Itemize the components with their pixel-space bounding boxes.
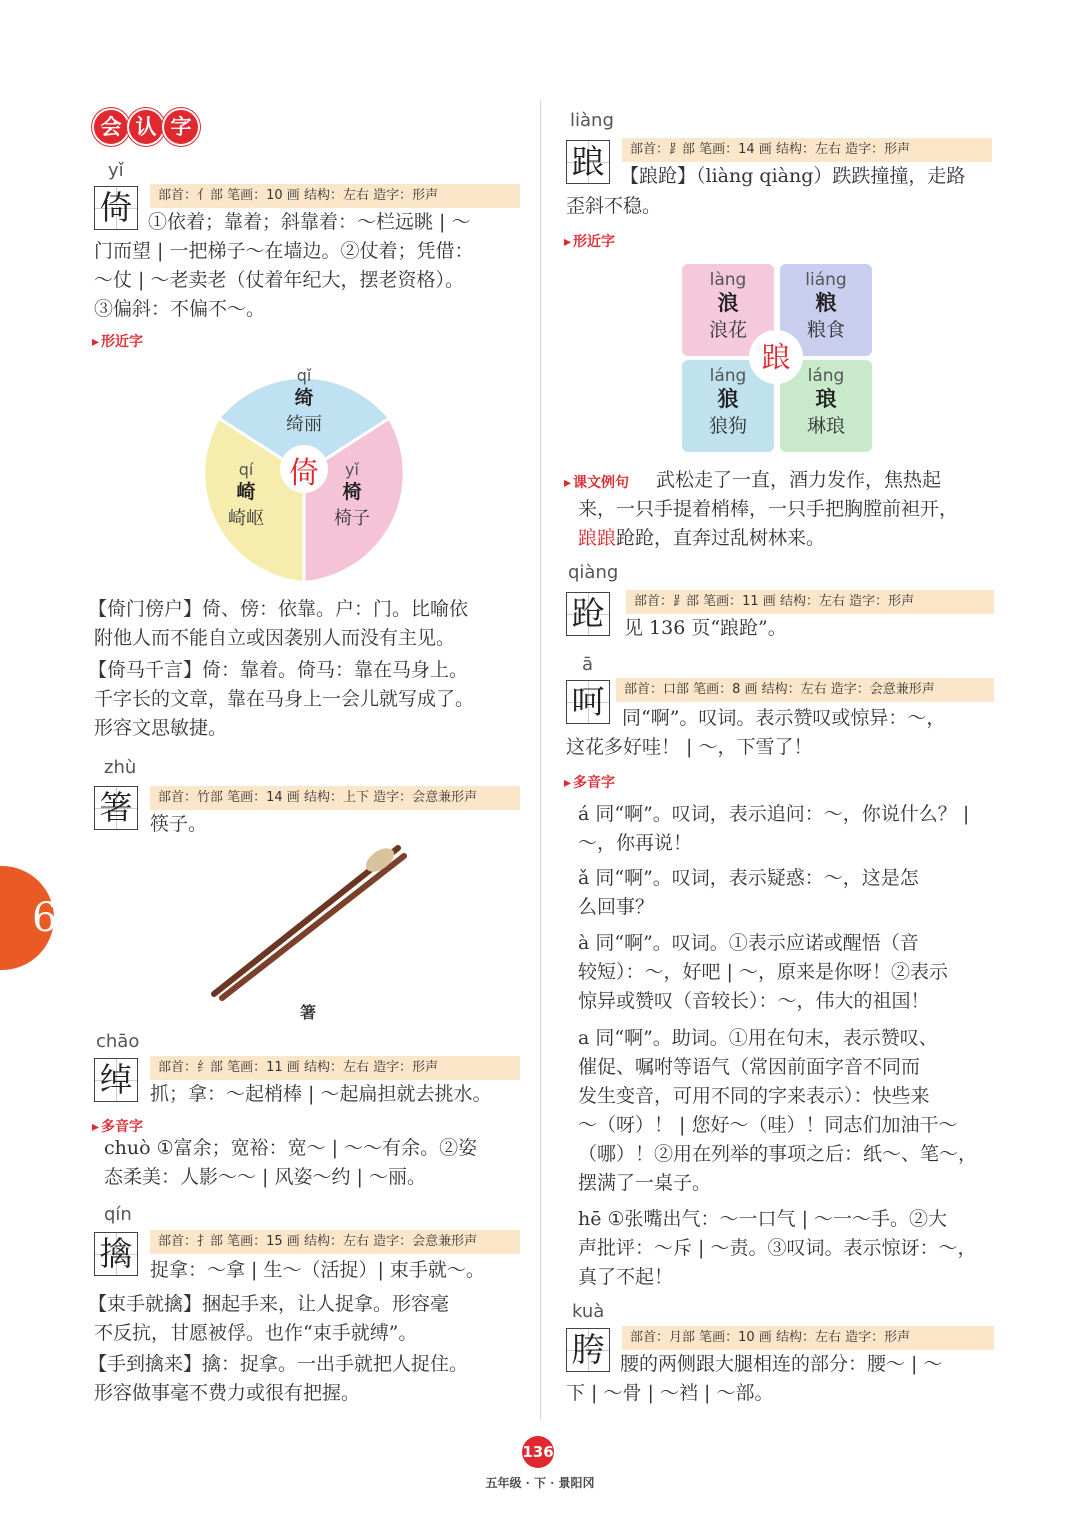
- char-meta: 部首：亻部 笔画：10 画 结构：左右 造字：形声: [150, 184, 520, 208]
- polyphone-line: ǎ 同“啊”。叹词，表示疑惑：～，这是怎: [578, 867, 919, 889]
- example-line: [578, 524, 992, 553]
- char-pinyin: chāo: [96, 1031, 140, 1052]
- definition-line: ～仗 | ～老卖老（仗着年纪大，摆老资格）。: [94, 269, 464, 291]
- footer-text: 五年级 · 下 · 景阳冈: [485, 1476, 595, 1490]
- char-box: 擒: [94, 1232, 138, 1276]
- idiom-line: 【倚马千言】倚：靠着。倚马：靠在马身上。: [88, 659, 469, 681]
- polyphone-line: à 同“啊”。叹词。①表示应诺或醒悟（音: [578, 932, 919, 954]
- definition-line: 这花多好哇！ | ～，下雪了！: [566, 736, 813, 758]
- polyphone-line: á 同“啊”。叹词，表示追问：～，你说什么？ |: [578, 803, 970, 825]
- idiom-line: 【倚门傍户】倚、傍：依靠。户：门。比喻依: [88, 598, 469, 620]
- idiom-line: 不反抗，甘愿被俘。也作“束手就缚”。: [94, 1322, 418, 1344]
- char-meta: 部首：月部 笔画：10 画 结构：左右 造字：形声: [622, 1326, 994, 1350]
- grid-item: liáng 粮 粮食: [780, 264, 872, 356]
- polyphone-line: ～（呀）！ | 您好～（哇）！同志们加油干～: [578, 1114, 958, 1136]
- char-pinyin: kuà: [572, 1301, 605, 1322]
- example-line: 武松走了一直，酒力发作，焦热起: [656, 469, 942, 491]
- example-highlight: 踉踉: [578, 527, 617, 549]
- grid-center-char: 踉: [749, 330, 803, 384]
- polyphone-line: chuò ①富余；宽裕：宽～ | ～～有余。②姿: [104, 1137, 478, 1159]
- char-meta: 部首：竹部 笔画：14 画 结构：上下 造字：会意兼形声: [150, 786, 520, 810]
- definition-line: 抓；拿：～起梢棒 | ～起扁担就去挑水。: [150, 1083, 492, 1105]
- definition-line: 门而望 | 一把梯子～在墙边。②仗着；凭借：: [94, 240, 474, 262]
- char-meta: 部首：⻊部 笔画：14 画 结构：左右 造字：形声: [622, 138, 992, 162]
- section-title-char: 认: [127, 108, 165, 146]
- chopsticks-image: [200, 838, 420, 1002]
- polyphone-line: 惊异或赞叹（音较长）：～，伟大的祖国！: [578, 990, 930, 1012]
- polyphone-line: 态柔美：人影～～ | 风姿～约 | ～丽。: [104, 1166, 426, 1188]
- char-pinyin: yǐ: [108, 160, 124, 181]
- polyphone-line: 摆满了一桌子。: [578, 1172, 712, 1194]
- polyphone-line: ～，你再说！: [578, 832, 693, 854]
- polyphone-line: 么回事？: [578, 896, 655, 918]
- example-rest: 跄跄，直奔过乱树林来。: [616, 527, 826, 549]
- grid-item: làng 浪 浪花: [682, 264, 774, 356]
- polyphone-line: 真了不起！: [578, 1266, 674, 1288]
- polyphone-line: 声批评：～斥 | ～责。③叹词。表示惊讶：～，: [578, 1237, 977, 1259]
- definition-line: 同“啊”。叹词。表示赞叹或惊异：～，: [622, 707, 946, 729]
- definition-line: ①依着；靠着；斜靠着：～栏远眺 | ～: [148, 211, 471, 233]
- grid-item: láng 琅 琳琅: [780, 360, 872, 452]
- section-title: [92, 108, 197, 146]
- page-number: 136: [522, 1436, 554, 1468]
- char-pinyin: qín: [104, 1204, 132, 1225]
- definition-line: 腰的两侧跟大腿相连的部分：腰～ | ～: [620, 1353, 943, 1375]
- char-box: 呵: [566, 680, 610, 724]
- polyphone-tag: ▸ 多音字: [564, 772, 615, 792]
- char-meta: 部首：⻊部 笔画：11 画 结构：左右 造字：形声: [626, 590, 994, 614]
- polyphone-line: （哪）！②用在列举的事项之后：纸～、笔～，: [578, 1143, 978, 1165]
- pie-center-char: 倚: [289, 456, 319, 491]
- similar-chars-tag: ▸ 形近字: [92, 331, 143, 351]
- polyphone-line: 较短）：～，好吧 | ～，原来是你呀！②表示: [578, 961, 948, 983]
- char-box: 绰: [94, 1058, 138, 1102]
- pie-item: qǐ 绮 绮丽: [286, 366, 322, 435]
- example-line: 来，一只手提着梢棒，一只手把胸膛前袒开，: [578, 498, 959, 520]
- definition-line: 捉拿：～拿 | 生～（活捉）| 束手就～。: [150, 1259, 485, 1281]
- char-box: 胯: [566, 1328, 610, 1372]
- definition-line: 下 | ～骨 | ～裆 | ～部。: [566, 1382, 774, 1404]
- polyphone-tag: ▸ 多音字: [92, 1116, 143, 1136]
- polyphone-line: 发生变音，可用不同的字来表示）：快些来: [578, 1085, 930, 1107]
- char-box: 倚: [94, 186, 138, 230]
- pie-item: qí 崎 崎岖: [228, 460, 264, 529]
- definition-line: ③偏斜：不偏不～。: [94, 298, 266, 320]
- column-divider: [540, 100, 541, 1420]
- similar-chars-tag: ▸ 形近字: [564, 231, 615, 251]
- char-pinyin: qiàng: [568, 562, 619, 583]
- char-meta: 部首：扌部 笔画：15 画 结构：左右 造字：会意兼形声: [150, 1230, 520, 1254]
- section-title-char: 字: [162, 108, 200, 146]
- idiom-line: 形容做事毫不费力或很有把握。: [94, 1382, 361, 1404]
- char-box: 跄: [566, 592, 610, 636]
- char-meta: 部首：口部 笔画：8 画 结构：左右 造字：会意兼形声: [616, 678, 994, 702]
- char-pinyin: liàng: [570, 110, 614, 131]
- definition-line: 筷子。: [150, 813, 208, 835]
- char-meta: 部首：纟部 笔画：11 画 结构：左右 造字：形声: [150, 1056, 520, 1080]
- idiom-line: 【束手就擒】捆起手来，让人捉拿。形容毫: [88, 1293, 450, 1315]
- definition-line: 【踉跄】（liàng qiàng）跌跌撞撞，走路: [620, 165, 966, 187]
- char-pinyin: ā: [582, 654, 594, 675]
- polyphone-line: hē ①张嘴出气：～一口气 | ～一～手。②大: [578, 1208, 948, 1230]
- idiom-line: 形容文思敏捷。: [94, 717, 228, 739]
- char-box: 箸: [94, 786, 138, 830]
- definition-line: 歪斜不稳。: [566, 195, 662, 217]
- polyphone-line: 催促、嘱咐等语气（常因前面字音不同而: [578, 1056, 921, 1078]
- unit-tab: 6: [0, 866, 54, 970]
- char-box: 踉: [566, 140, 610, 184]
- idiom-line: 千字长的文章，靠在马身上一会儿就写成了。: [94, 688, 475, 710]
- grid-item: láng 狼 狼狗: [682, 360, 774, 452]
- idiom-line: 【手到擒来】擒：捉拿。一出手就把人捉住。: [88, 1353, 469, 1375]
- example-tag: ▸ 课文例句: [564, 472, 629, 492]
- polyphone-line: a 同“啊”。助词。①用在句末，表示赞叹、: [578, 1027, 938, 1049]
- idiom-line: 附他人而不能自立或因袭别人而没有主见。: [94, 627, 456, 649]
- definition-line: 见 136 页“踉跄”。: [624, 617, 787, 639]
- pie-item: yǐ 椅 椅子: [334, 460, 370, 529]
- section-title-char: 会: [92, 108, 130, 146]
- image-caption: 箸: [300, 1003, 317, 1022]
- char-pinyin: zhù: [104, 757, 137, 778]
